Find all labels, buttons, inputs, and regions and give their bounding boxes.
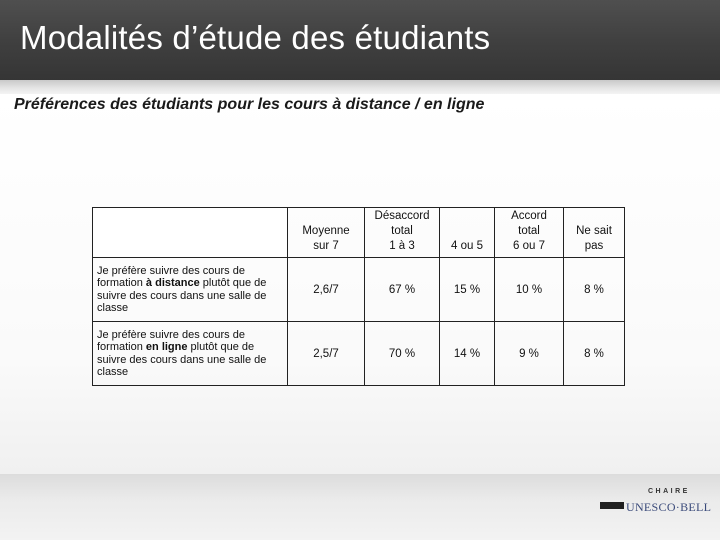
table-row xyxy=(93,322,625,386)
table-row xyxy=(93,258,625,322)
title-bar xyxy=(0,0,720,80)
logo-brand-text: UNESCO·BELL xyxy=(626,500,712,514)
title-divider xyxy=(0,80,720,94)
header-line: Ne sait xyxy=(576,225,612,237)
slide-subtitle: Préférences des étudiants pour les cours à distance / en ligne xyxy=(14,96,485,113)
table-header-row xyxy=(93,208,625,258)
header-line: total xyxy=(518,225,540,237)
header-line: 4 ou 5 xyxy=(451,240,483,252)
cell-accord: 10 % xyxy=(495,258,564,322)
row-label-en-ligne xyxy=(93,322,288,386)
header-line: sur 7 xyxy=(313,240,339,252)
row-label-text: plutôt que de suivre des cours dans une salle de classe xyxy=(97,277,267,314)
col-header-desaccord xyxy=(365,208,440,258)
cell-desaccord: 70 % xyxy=(365,322,440,386)
row-label-emphasis: en ligne xyxy=(145,341,188,353)
preferences-table xyxy=(92,207,625,386)
header-line: Moyenne xyxy=(302,225,350,237)
header-line: total xyxy=(391,225,413,237)
row-label-text: plutôt que de suivre des cours dans une salle de classe xyxy=(97,341,267,378)
row-label-text: Je préfère suivre des cours de formation xyxy=(97,264,245,289)
row-label-emphasis: à distance xyxy=(145,277,200,289)
cell-accord: 9 % xyxy=(495,322,564,386)
header-line: 6 ou 7 xyxy=(513,240,545,252)
cell-4-ou-5: 14 % xyxy=(440,322,495,386)
col-header-ne-sait-pas xyxy=(564,208,625,258)
cell-4-ou-5: 15 % xyxy=(440,258,495,322)
unesco-bell-logo xyxy=(600,488,712,524)
header-line: pas xyxy=(584,240,604,252)
cell-moyenne: 2,6/7 xyxy=(288,258,365,322)
cell-ne-sait-pas: 8 % xyxy=(564,322,625,386)
row-label-text: Je préfère suivre des cours de formation xyxy=(97,328,245,353)
table-corner-cell xyxy=(93,208,288,258)
col-header-moyenne xyxy=(288,208,365,258)
logo-bar-icon xyxy=(600,502,624,509)
col-header-accord xyxy=(495,208,564,258)
cell-ne-sait-pas: 8 % xyxy=(564,258,625,322)
col-header-4-ou-5 xyxy=(440,208,495,258)
logo-chair-text: CHAIRE xyxy=(648,488,690,495)
slide-title: Modalités d’étude des étudiants xyxy=(20,19,491,56)
cell-desaccord: 67 % xyxy=(365,258,440,322)
cell-moyenne: 2,5/7 xyxy=(288,322,365,386)
header-line: Désaccord xyxy=(374,210,430,222)
row-label-distance xyxy=(93,258,288,322)
header-line: Accord xyxy=(511,210,547,222)
header-line: 1 à 3 xyxy=(389,240,415,252)
